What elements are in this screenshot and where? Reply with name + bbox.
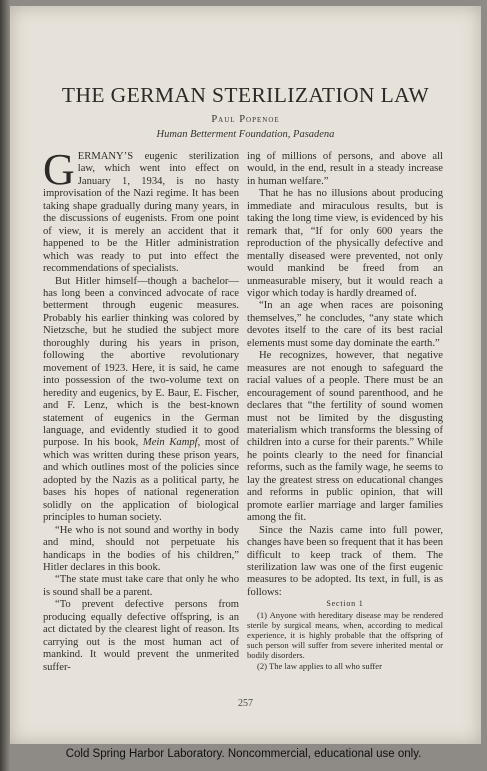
paragraph: Since the Nazis came into full power, changes have been so frequent that it has been difficult to keep track of them. The sterilization law was one of the first eugenic measures to be adopted. Its text, in full, is as follows: <box>247 524 443 598</box>
paragraph-text: But Hitler himself—though a bachelor—has long been a convinced advocate of race betterment through eugenic measures. Probably his earlier thinking was colored by Nietzsche, but he studied the subject more thoroughly during his years in prison, following the abortive revolutionary movement of 1923. Here, it is said, he came into possession of the two-volume text on heredity and eugenics, by E. Baur, E. Fischer, and F. Lenz, which is the best-known statement of eugenics in the German language, and evidently studied it to good purpose. In his book, <box>43 275 239 449</box>
paragraph: He recognizes, however, that negative measures are not enough to safeguard the racial values of a people. There must be an encouragement of sound parenthood, and he declares that “the fertility of sound women must not be limited by the disgusting materialism which transforms the blessing of children into a curse for their parents.” While he points clearly to the need for financial reforms, such as the family wage, he seems to lay the greatest stress on educational changes and reforms in public opinion, that will promote earlier marriage and larger families among the fit. <box>247 350 443 524</box>
journal-page <box>10 6 481 744</box>
paragraph: “He who is not sound and worthy in body and mind, should not perpetuate his handicaps in the bodies of his children,” Hitler declares in this book. <box>43 524 239 573</box>
paragraph-text: , most of which was written during these prison years, and which outlines most of the policies since adopted by the Nazis as a political party, he bases his hopes of national regeneration solidly on the application of biological principles to human society. <box>43 437 240 524</box>
paragraph: ing of millions of persons, and above all would, in the end, result in a steady increase in human welfare.” <box>247 151 443 187</box>
law-clause: (1) Anyone with hereditary disease may be rendered sterile by surgical means, when, according to medical experience, it is highly probable that the offspring of such person will suffer from severe inherited mental or bodily disorders. <box>247 609 443 661</box>
section-heading: Section 1 <box>326 599 364 609</box>
law-text <box>247 599 443 670</box>
paragraph: That he has no illusions about producing immediate and miraculous results, but is taking the long time view, is evidenced by his remark that, “If for only 600 years the reproduction of the physically defective and mentally diseased were prevented, not only would mankind be freed from an unmeasurable misery, but it would reach a vigor which today is hardly dreamed of. <box>247 188 443 299</box>
law-clause: (2) The law applies to all who suffer <box>257 660 382 671</box>
paragraph: “The state must take care that only he who is sound shall be a parent. <box>43 574 239 598</box>
book-title: Mein Kampf <box>142 437 198 449</box>
article-author: Paul Popenoe <box>211 114 280 125</box>
left-column <box>43 145 240 674</box>
article-title: THE GERMAN STERILIZATION LAW <box>61 83 430 107</box>
archive-footer: Cold Spring Harbor Laboratory. Noncommercial, educational use only. <box>65 748 422 760</box>
scan-edge-shadow <box>0 0 10 771</box>
paragraph: “To prevent defective persons from producing equally defective offspring, is an act dictated by the clearest light of reason. Its carrying out is the most human act of mankind. It would prevent the unmerited suffer- <box>43 599 239 673</box>
paragraph <box>43 145 239 276</box>
paragraph <box>43 276 239 525</box>
right-column <box>247 151 443 671</box>
paragraph-text: ERMANY’S eugenic sterilization law, which went into effect on January 1, 1934, is no hasty improvisation of the Nazi regime. It has been taking shape gradually during many years, in the discussions of eugenists. From one point of view, it is merely an accident that it happened to be the Hitler administration which was ready to put into effect the recommendations of specialists. <box>43 151 239 275</box>
page-number: 257 <box>238 698 253 709</box>
drop-cap: G <box>43 145 75 194</box>
paragraph: “In an age when races are poisoning themselves,” he concludes, “any state which devotes itself to the care of its best racial elements must some day dominate the earth.” <box>247 300 443 349</box>
author-affiliation: Human Betterment Foundation, Pasadena <box>156 129 335 140</box>
